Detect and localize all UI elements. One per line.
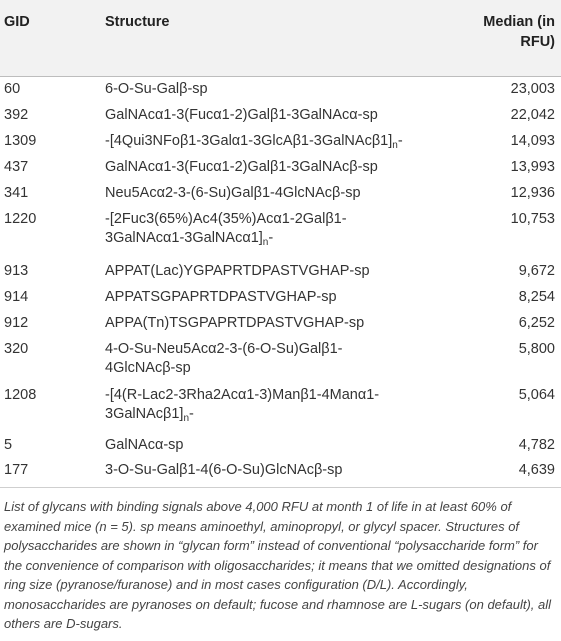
cell-median: 13,993 [510,159,555,175]
cell-median: 23,003 [510,81,555,97]
structure-line-2: 4GlcNAcβ-sp [105,360,191,376]
cell-gid: 5 [4,437,13,453]
cell-gid: 177 [4,462,29,478]
cell-gid: 60 [4,81,21,97]
structure-tail: - [397,133,403,149]
cell-structure: APPAT(Lac)YGPAPRTDPASTVGHAP-sp [105,263,370,279]
structure-line-1: -[4(R-Lac2-3Rha2Acα1-3)Manβ1-4Manα1- [105,387,380,403]
cell-gid: 914 [4,289,29,305]
cell-median: 4,639 [518,462,555,478]
cell-gid: 1220 [4,211,37,227]
cell-median: 14,093 [510,133,555,149]
cell-structure [105,386,445,424]
cell-gid: 912 [4,315,29,331]
table-footnote: List of glycans with binding signals above 4,000 RFU at month 1 of life in at least 60% of examined mice (n = 5). sp means aminoethyl, aminopropyl, or glycyl spacer. Structures of polysaccharides are shown in “glycan form” instead of conventional “polysaccharide form” for the convenience of comparison with oligosaccharides; it means that we omitted designations of ring size (pyranose/furanose) and in most cases configuration (D/L). Accordingly, monosaccharides are pyranoses on default; fucose and rhamnose are L-sugars (on default), all others are D-sugars. [4,499,552,631]
cell-median: 5,064 [518,387,555,403]
cell-structure: GalNAcα-sp [105,437,184,453]
structure-tail: - [268,230,274,246]
header-structure: Structure [105,14,170,30]
cell-structure [105,132,445,151]
structure-text: -[4Qui3NFoβ1-3Galα1-3GlcAβ1-3GalNAcβ1] [105,133,393,149]
cell-gid: 1208 [4,387,37,403]
cell-median: 8,254 [518,289,555,305]
cell-gid: 392 [4,107,29,123]
cell-gid: 341 [4,185,29,201]
cell-structure: APPATSGPAPRTDPASTVGHAP-sp [105,289,337,305]
cell-structure: 3-O-Su-Galβ1-4(6-O-Su)GlcNAcβ-sp [105,462,343,478]
cell-median: 4,782 [518,437,555,453]
cell-median: 12,936 [510,185,555,201]
cell-structure [105,210,445,248]
structure-text: 3GalNAcα1-3GalNAcα1] [105,230,263,246]
structure-subscript: n [262,237,269,248]
cell-median: 5,800 [518,341,555,357]
structure-line-2 [105,229,445,248]
structure-subscript: n [183,413,190,424]
cell-gid: 1309 [4,133,37,149]
cell-structure [105,340,445,378]
cell-median: 6,252 [518,315,555,331]
cell-structure: GalNAcα1-3(Fucα1-2)Galβ1-3GalNAcβ-sp [105,159,378,175]
cell-structure: APPA(Tn)TSGPAPRTDPASTVGHAP-sp [105,315,365,331]
header-gid: GID [4,14,30,30]
structure-line-2 [105,405,445,424]
cell-structure: GalNAcα1-3(Fucα1-2)Galβ1-3GalNAcα-sp [105,107,378,123]
cell-gid: 437 [4,159,29,175]
structure-subscript: n [392,140,398,151]
header-median: Median (in RFU) [483,14,555,50]
structure-text: 3GalNAcβ1] [105,406,184,422]
cell-median: 22,042 [510,107,555,123]
cell-structure: Neu5Acα2-3-(6-Su)Galβ1-4GlcNAcβ-sp [105,185,361,201]
structure-line-1: -[2Fuc3(65%)Ac4(35%)Acα1-2Galβ1- [105,211,347,227]
cell-median: 10,753 [510,211,555,227]
structure-line-1: 4-O-Su-Neu5Acα2-3-(6-O-Su)Galβ1- [105,341,343,357]
table-header [0,0,561,77]
structure-tail: - [189,406,194,422]
table-bottom-rule [0,487,561,488]
cell-median: 9,672 [518,263,555,279]
cell-gid: 320 [4,341,29,357]
cell-structure: 6-O-Su-Galβ-sp [105,81,208,97]
cell-gid: 913 [4,263,29,279]
